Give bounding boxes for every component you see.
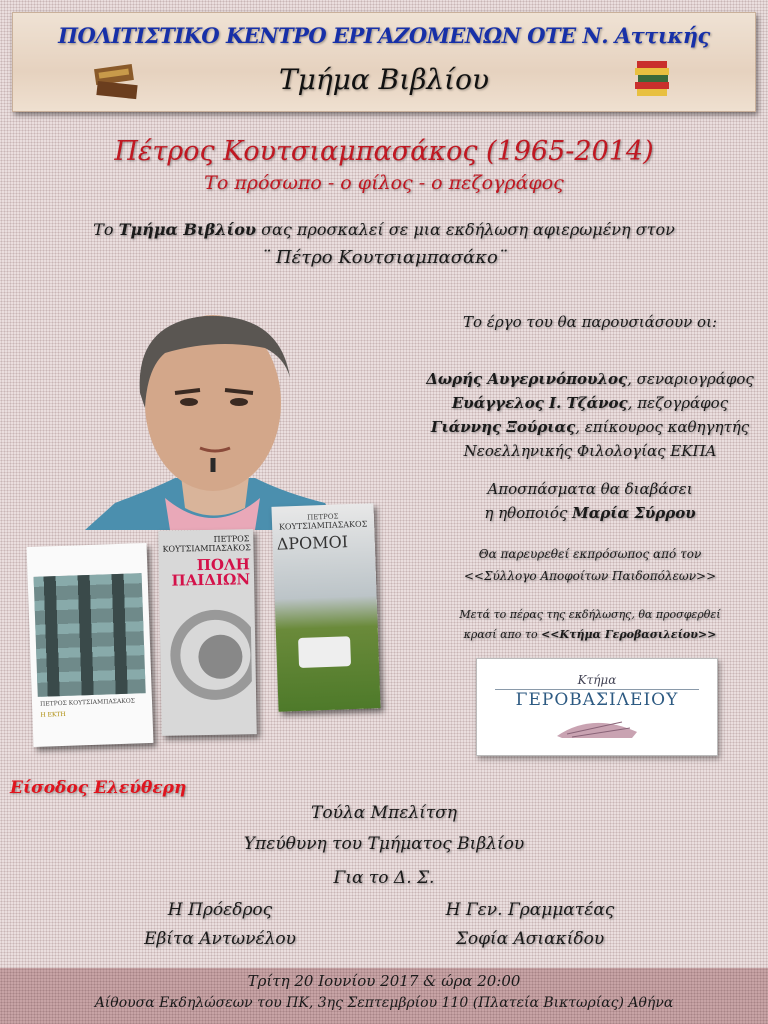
footer-band	[0, 968, 768, 1024]
free-entry-label: Είσοδος Ελεύθερη	[10, 778, 187, 798]
book-author-line2: ΚΟΥΤΣΙΑΜΠΑΣΑΚΟΣ	[278, 519, 368, 532]
invitation-text	[0, 220, 768, 239]
board-label: Για το Δ. Σ.	[333, 868, 435, 888]
event-venue: Αίθουσα Εκδηλώσεων του ΠΚ, 3ης Σεπτεμβρίου 110 (Πλατεία Βικτωρίας) Αθήνα	[94, 995, 674, 1011]
president-name: Εβίτα Αντωνέλου	[144, 929, 296, 949]
secretary-name: Σοφία Ασιακίδου	[455, 929, 605, 949]
book-cover-ekti	[27, 543, 154, 747]
presenter-name: Γιάννης Ξούριας	[430, 418, 576, 436]
wine-estate: <<Κτήμα Γεροβασιλείου>>	[541, 628, 717, 641]
logo-big-text: ΓΕΡΟΒΑΣΙΛΕΙΟΥ	[495, 689, 699, 710]
event-datetime: Τρίτη 20 Ιουνίου 2017 & ώρα 20:00	[247, 972, 521, 990]
book-title-line2: ΠΑΙΔΙΩΝ	[171, 570, 251, 590]
presenter-role: , επίκουρος καθηγητής	[575, 418, 750, 436]
book-title: ΔΡΟΜΟΙ	[276, 532, 349, 554]
book-author: ΠΕΤΡΟΣ ΚΟΥΤΣΙΑΜΠΑΣΑΚΟΣ	[39, 697, 136, 708]
presenter-1	[410, 370, 768, 388]
wine-prefix: κρασί απο το	[463, 628, 542, 641]
head-name: Τούλα Μπελίτση	[311, 803, 457, 823]
book-author-line1: ΠΕΤΡΟΣ	[307, 512, 339, 522]
presenter-3-role-cont: Νεοελληνικής Φιλολογίας ΕΚΠΑ	[463, 442, 717, 460]
presenter-3	[410, 418, 768, 436]
event-subtitle: Το πρόσωπο - ο φίλος - ο πεζογράφος	[204, 172, 564, 194]
estate-logo	[476, 658, 718, 756]
presenter-name: Ευάγγελος Ι. Τζάνος	[451, 394, 628, 412]
event-title: Πέτρος Κουτσιαμπασάκος (1965-2014)	[114, 136, 654, 167]
head-role: Υπεύθυνη του Τμήματος Βιβλίου	[243, 834, 525, 854]
wine-line1: Μετά το πέρας της εκδήλωσης, θα προσφερθεί	[459, 608, 721, 621]
book-cover-poli-paidion	[158, 529, 257, 736]
secretary-role: Η Γεν. Γραμματέας	[445, 900, 615, 920]
invitation-dept: Τμήμα Βιβλίου	[118, 220, 257, 239]
book-cover-dromoi	[271, 503, 380, 711]
presenter-role: , πεζογράφος	[627, 394, 729, 412]
association-line2: <<Σύλλογο Αποφοίτων Παιδοπόλεων>>	[463, 569, 717, 583]
presenter-name: Δωρής Αυγερινόπουλος	[426, 370, 628, 388]
book-author: ΠΕΤΡΟΣ ΚΟΥΤΣΙΑΜΠΑΣΑΚΟΣ	[162, 534, 251, 554]
telephone-dial-image	[164, 594, 252, 705]
association-line1: Θα παρευρεθεί εκπρόσωπος από τον	[478, 547, 702, 561]
book-title-line1: ΠΟΛΗ	[196, 554, 250, 574]
book-title: Η ΕΚΤΗ	[40, 710, 66, 719]
book-stack-icon	[633, 59, 673, 103]
old-books-icon	[91, 63, 141, 103]
logo-small-text: Κτήμα	[577, 673, 617, 687]
presenters-intro: Το έργο του θα παρουσιάσουν οι:	[462, 313, 718, 331]
reading-line2	[410, 504, 768, 522]
organization-name: ΠΟΛΙΤΙΣΤΙΚΟ ΚΕΝΤΡΟ ΕΡΓΑΖΟΜΕΝΩΝ ΟΤΕ Ν. Αττικής	[58, 23, 710, 48]
reading-line1: Αποσπάσματα θα διαβάσει	[487, 480, 693, 498]
presenter-2	[410, 394, 768, 412]
invitation-prefix: Το	[93, 220, 119, 239]
caravan-image	[298, 636, 351, 668]
presenter-role: , σεναριογράφος	[627, 370, 754, 388]
vineyard-hill-icon	[552, 710, 642, 740]
reading-prefix: η ηθοποιός	[484, 504, 573, 522]
department-name: Τμήμα Βιβλίου	[279, 63, 489, 96]
author-photo	[85, 298, 340, 530]
honoree-name: ¨ Πέτρο Κουτσιαμπασάκο¨	[261, 247, 507, 268]
president-role: Η Πρόεδρος	[167, 900, 273, 920]
header-banner	[12, 12, 756, 112]
actress-name: Μαρία Σύρρου	[572, 504, 696, 522]
wine-line2	[410, 628, 768, 641]
invitation-rest: σας προσκαλεί σε μια εκδήλωση αφιερωμένη στον	[256, 220, 675, 239]
